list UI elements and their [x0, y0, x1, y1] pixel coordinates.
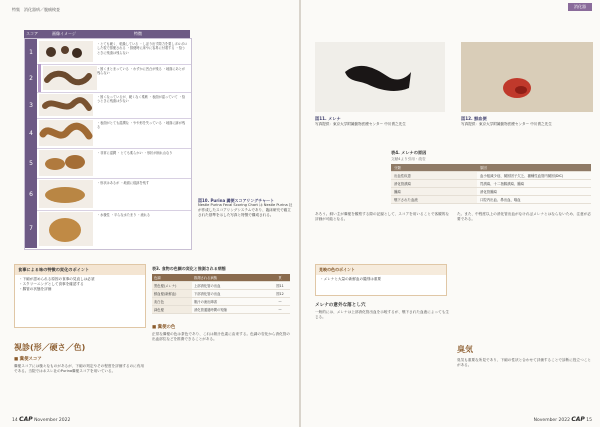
score-description: ・非常に湿潤 ・とても柔らかい ・形状が崩れ山なり	[97, 151, 173, 155]
scale-row	[25, 148, 191, 179]
section-title: 視診(形／硬さ／色)	[14, 343, 86, 352]
stool-image	[39, 94, 93, 116]
scale-col-score: スコア	[26, 31, 38, 36]
melena-photo	[315, 42, 445, 112]
scale-row	[25, 64, 191, 93]
tip-box-title: 食事による味の特徴の変化のポイント	[15, 265, 145, 275]
summary-line: ・メレナと大量の新鮮血の鑑別は重要	[320, 277, 382, 281]
score-number: 5	[25, 148, 37, 178]
scale-row	[25, 92, 191, 119]
right-page	[301, 0, 600, 427]
body-text: 臭気も重要な所見であり、下痢の性状と合わせて評価することで診断に役立つことがある。	[457, 358, 591, 368]
stool-image	[39, 120, 93, 146]
table4	[391, 164, 591, 204]
left-header: 特集 消化器病／腹痛検査	[12, 7, 60, 12]
fig10-title: 図10. Purina 糞便スコアリングチャート	[198, 198, 275, 203]
table-row: 緑色便 消化管通過時間の短縮 —	[152, 306, 290, 314]
table-header: 分類 原因	[391, 164, 591, 172]
stool-image	[39, 41, 93, 62]
score-number: 6	[25, 178, 37, 210]
category-tab: 消化器	[568, 3, 592, 11]
stool-image	[39, 180, 93, 208]
tip-line: ・下痢が認められる原因の食事の見直しは必須	[19, 277, 95, 281]
scale-row	[25, 118, 191, 149]
bloody-stool-photo	[461, 42, 593, 112]
summary-box-title: 見映の色のポイント	[316, 265, 446, 275]
table-row: 消化管潰瘍 胃潰瘍、十二指腸潰瘍、腫瘍	[391, 180, 591, 188]
subsection-title: ■ 糞便スコア	[14, 357, 42, 362]
scale-header	[24, 30, 190, 38]
scale-row	[25, 178, 191, 211]
score-number: 1	[25, 39, 37, 64]
body-text: た。また、中程度以上の消化管出血がなければメレナとはならないため、注意が必要である。	[457, 212, 591, 222]
table-row: 出血性疾患 血小板減少症、凝固因子欠乏、播種性血管内凝固(DIC)	[391, 172, 591, 180]
left-page	[0, 0, 299, 427]
stool-image	[39, 212, 93, 246]
stool-image	[39, 150, 93, 176]
ideal-marker	[38, 64, 41, 92]
fecal-scoring-chart	[24, 38, 192, 250]
score-number: 3	[25, 92, 37, 118]
magazine-logo: CAP	[19, 416, 33, 423]
body-text: 糞便スコアには様々なものがあるが、下痢の判定やその程度を評価するのに有用である。当院ではネスレ社のPurina糞便スコアを用いている。	[14, 364, 144, 374]
scale-row	[25, 39, 191, 65]
summary-box	[315, 264, 447, 296]
melena-pitfall-title: メレナの意外な落とし穴	[315, 303, 366, 308]
body-text: あろう。飼い主が糞便を観察する際の記録として、スコアを用いることで客観的な評価が可能となる。	[315, 212, 449, 222]
table-row: 鮮血便(新鮮血) 下部消化管の出血 図12	[152, 290, 290, 298]
fig10-text: Nestle Purina Fecal Scoring Chart は Nestle Purina 社が作成したスコアリングシステムであり、臨床研究で確立された基準を示した写真と特徴で構成される。	[198, 203, 293, 217]
score-description: ・固くなっているが、硬くなく柔軟 ・表面が湿っていて ・拾うときに残渣は少ない	[97, 95, 186, 104]
table-row: 黒色便(メレナ) 上部消化管の出血 図11	[152, 282, 290, 290]
score-number: 4	[25, 118, 37, 148]
score-description: ・とても硬く、乾燥している ・しぼり出す際力を要しポロポロした粒で排便される ・排便時に床やに容易に付着する ・拾うときに残渣は残らない	[97, 42, 188, 55]
tip-line: ・腸管の状態を評価	[19, 287, 52, 291]
magazine-logo: CAP	[571, 416, 585, 423]
score-number: 7	[25, 210, 37, 248]
table4-subtitle: 文献4より引用・改変	[391, 157, 426, 161]
table-row: 灰白色 胆汁の流出障害 —	[152, 298, 290, 306]
score-description: ・形状はあるが ・地面に痕跡を残す	[97, 181, 150, 185]
scale-col-image: 画像イメージ	[52, 31, 76, 36]
scale-row	[25, 210, 191, 248]
table3-title: 表3. 食物の色調の変化と推測される病態	[152, 266, 226, 271]
stool-image	[43, 66, 97, 90]
body-text: 一般的には、メレナは上部消化管出血を示唆するが、嚥下された血液によっても生じる。	[315, 310, 449, 320]
table-row: 嚥下された血液 口腔内出血、鼻出血、喀血	[391, 196, 591, 204]
subsection-title: ■ 糞便の色	[152, 325, 176, 330]
tip-box	[14, 264, 146, 328]
score-description: ・固くまとまっている ・わずかに凹凸が残る ・地面にあとが残らない	[97, 67, 186, 76]
body-text: 正常な糞便の色は茶色であり、これは胆汁色素に由来する。色調の変化から消化管の出血部位などを推測できることがある。	[152, 332, 290, 342]
odor-section-title: 臭気	[457, 345, 473, 354]
score-description: ・表面がとても湿潤な ・やや形を失っている ・地面に跡が残る	[97, 121, 186, 130]
table4-title: 表4. メレナの原因	[391, 150, 427, 155]
table-header: 色調 推測される病態 頁	[152, 274, 290, 282]
tip-line: ・スクリーニングとして食事を確認する	[19, 282, 84, 286]
fig12-caption: 図12. 鮮血便 写真提供：東京大学附属動物医療センター 中川貴之先生	[461, 116, 552, 126]
fig10-caption	[198, 198, 294, 218]
page-number: November 2022 CAP 15	[533, 416, 592, 423]
score-description: ・水様性 ・平らな水たまり ・流れる	[97, 213, 151, 217]
scale-col-feature: 特徴	[134, 31, 142, 36]
fig11-caption: 図11. メレナ 写真提供：東京大学附属動物医療センター 中川貴之先生	[315, 116, 406, 126]
page-number: 14 CAP November 2022	[12, 416, 71, 423]
table-row: 腫瘍 消化管腫瘍	[391, 188, 591, 196]
score-number: 2	[25, 64, 37, 92]
table3	[152, 266, 290, 314]
